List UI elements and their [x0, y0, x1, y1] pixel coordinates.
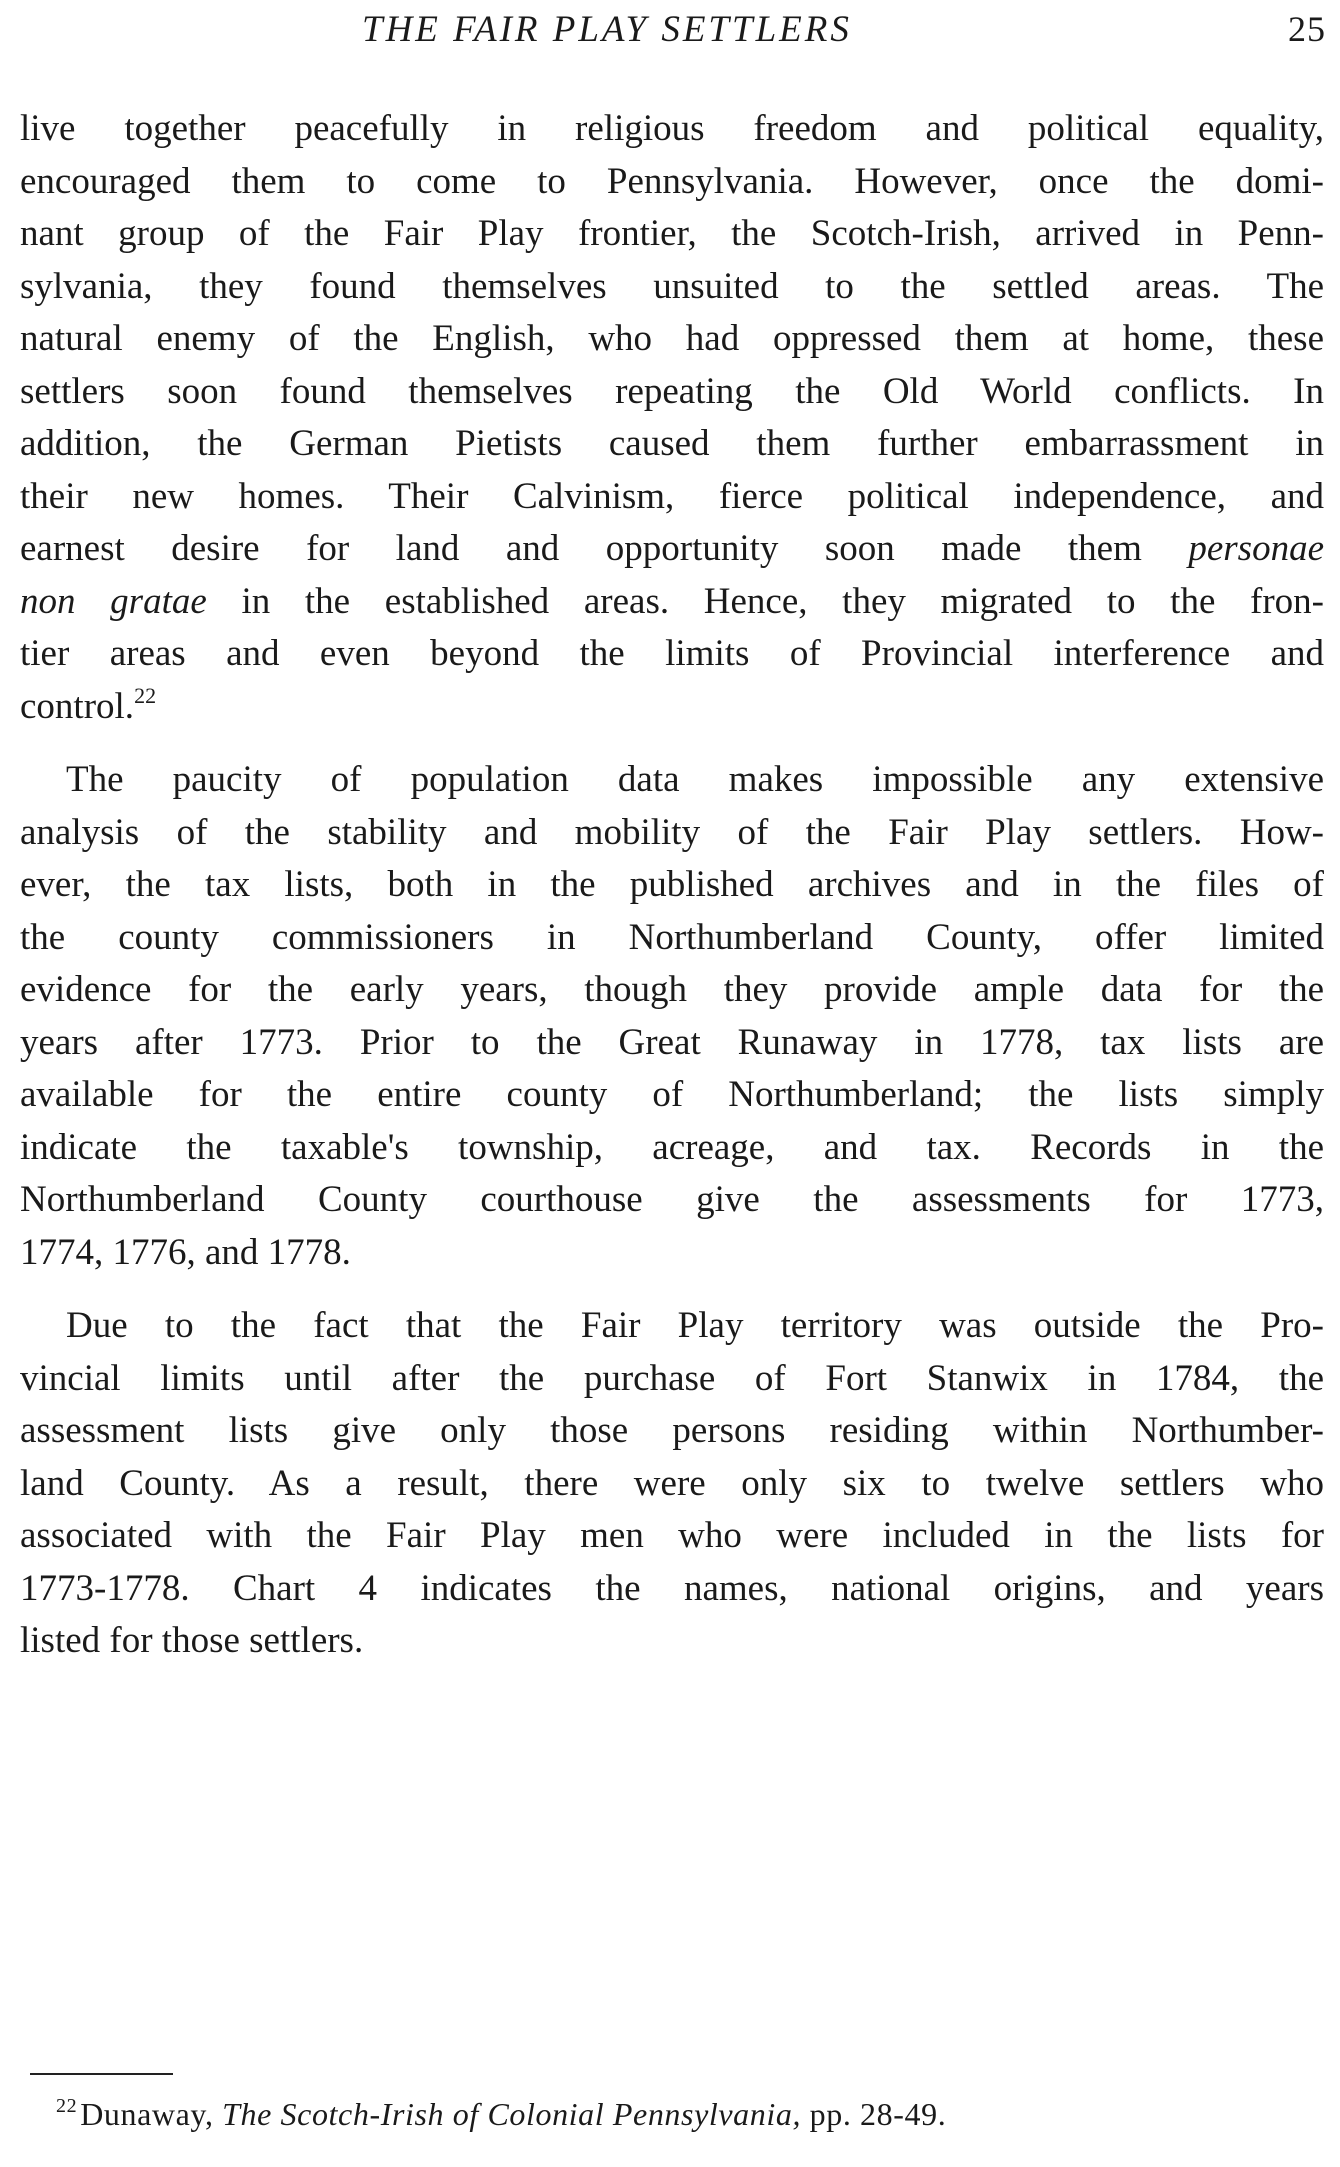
text-line	[20, 681, 1324, 734]
text-line: Northumberland County courthouse give the assessments for 1773,	[20, 1179, 1324, 1220]
text-line: The paucity of population data makes impossible any extensive	[66, 759, 1324, 800]
text-line: settlers soon found themselves repeating the Old World conflicts. In	[20, 370, 1324, 412]
paragraph-3	[20, 1300, 1324, 1668]
text-line: the county commissioners in Northumberland County, offer limited	[20, 916, 1324, 958]
text-segment: control.	[20, 685, 135, 727]
text-segment: in the established areas. Hence, they migrated to the fron-	[206, 580, 1324, 622]
text-line: addition, the German Pietists caused them further embarrassment in	[20, 423, 1324, 464]
text-line: indicate the taxable's township, acreage, and tax. Records in the	[20, 1126, 1324, 1168]
text-line: evidence for the early years, though they provide ample data for the	[20, 969, 1324, 1010]
footnote-divider	[30, 2073, 173, 2075]
footnote-marker: 22	[56, 2095, 78, 2117]
text-line: assessment lists give only those persons residing within Northumber-	[20, 1410, 1324, 1451]
text-line: listed for those settlers.	[20, 1620, 364, 1661]
text-line	[20, 576, 1324, 629]
text-line: ever, the tax lists, both in the published archives and in the files of	[20, 864, 1324, 905]
text-line: nant group of the Fair Play frontier, the Scotch-Irish, arrived in Penn-	[20, 213, 1324, 254]
text-line: their new homes. Their Calvinism, fierce political independence, and	[20, 475, 1324, 517]
text-line: sylvania, they found themselves unsuited to the settled areas. The	[20, 265, 1324, 307]
italic-phrase: non gratae	[20, 580, 207, 622]
text-line: analysis of the stability and mobility of the Fair Play settlers. How-	[20, 811, 1324, 853]
text-line: 1773-1778. Chart 4 indicates the names, national origins, and years	[20, 1567, 1324, 1609]
text-line: years after 1773. Prior to the Great Runaway in 1778, tax lists are	[20, 1021, 1324, 1063]
page-number: 25	[1288, 9, 1326, 49]
text-line: associated with the Fair Play men who were included in the lists for	[20, 1515, 1324, 1556]
footnote-pages: pp. 28-49.	[801, 2096, 947, 2132]
text-line: land County. As a result, there were only six to twelve settlers who	[20, 1462, 1324, 1504]
footnote-reference[interactable]: 22	[134, 682, 157, 708]
running-head	[0, 8, 1340, 64]
paragraph-2	[20, 754, 1324, 1279]
text-line: available for the entire county of Northumberland; the lists simply	[20, 1074, 1324, 1115]
italic-phrase: personae	[1188, 528, 1324, 569]
text-line: encouraged them to come to Pennsylvania. However, once the domi-	[20, 160, 1324, 202]
text-line	[20, 523, 1324, 576]
text-line: natural enemy of the English, who had oppressed them at home, these	[20, 318, 1324, 359]
running-title: THE FAIR PLAY SETTLERS	[362, 9, 852, 50]
text-segment: earnest desire for land and opportunity soon made them	[20, 528, 1189, 569]
footnote-author: Dunaway,	[80, 2096, 223, 2132]
footnote-22	[56, 2096, 946, 2133]
text-line: tier areas and even beyond the limits of Provincial interference and	[20, 633, 1324, 674]
text-line: live together peacefully in religious freedom and political equality,	[20, 108, 1324, 149]
footnote-book-title: The Scotch-Irish of Colonial Pennsylvania,	[222, 2096, 802, 2132]
text-line: vincial limits until after the purchase of Fort Stanwix in 1784, the	[20, 1357, 1324, 1399]
text-line: Due to the fact that the Fair Play territory was outside the Pro-	[66, 1305, 1324, 1346]
text-line: 1774, 1776, and 1778.	[20, 1231, 351, 1273]
body-text	[20, 103, 1324, 1668]
paragraph-1	[20, 103, 1324, 733]
